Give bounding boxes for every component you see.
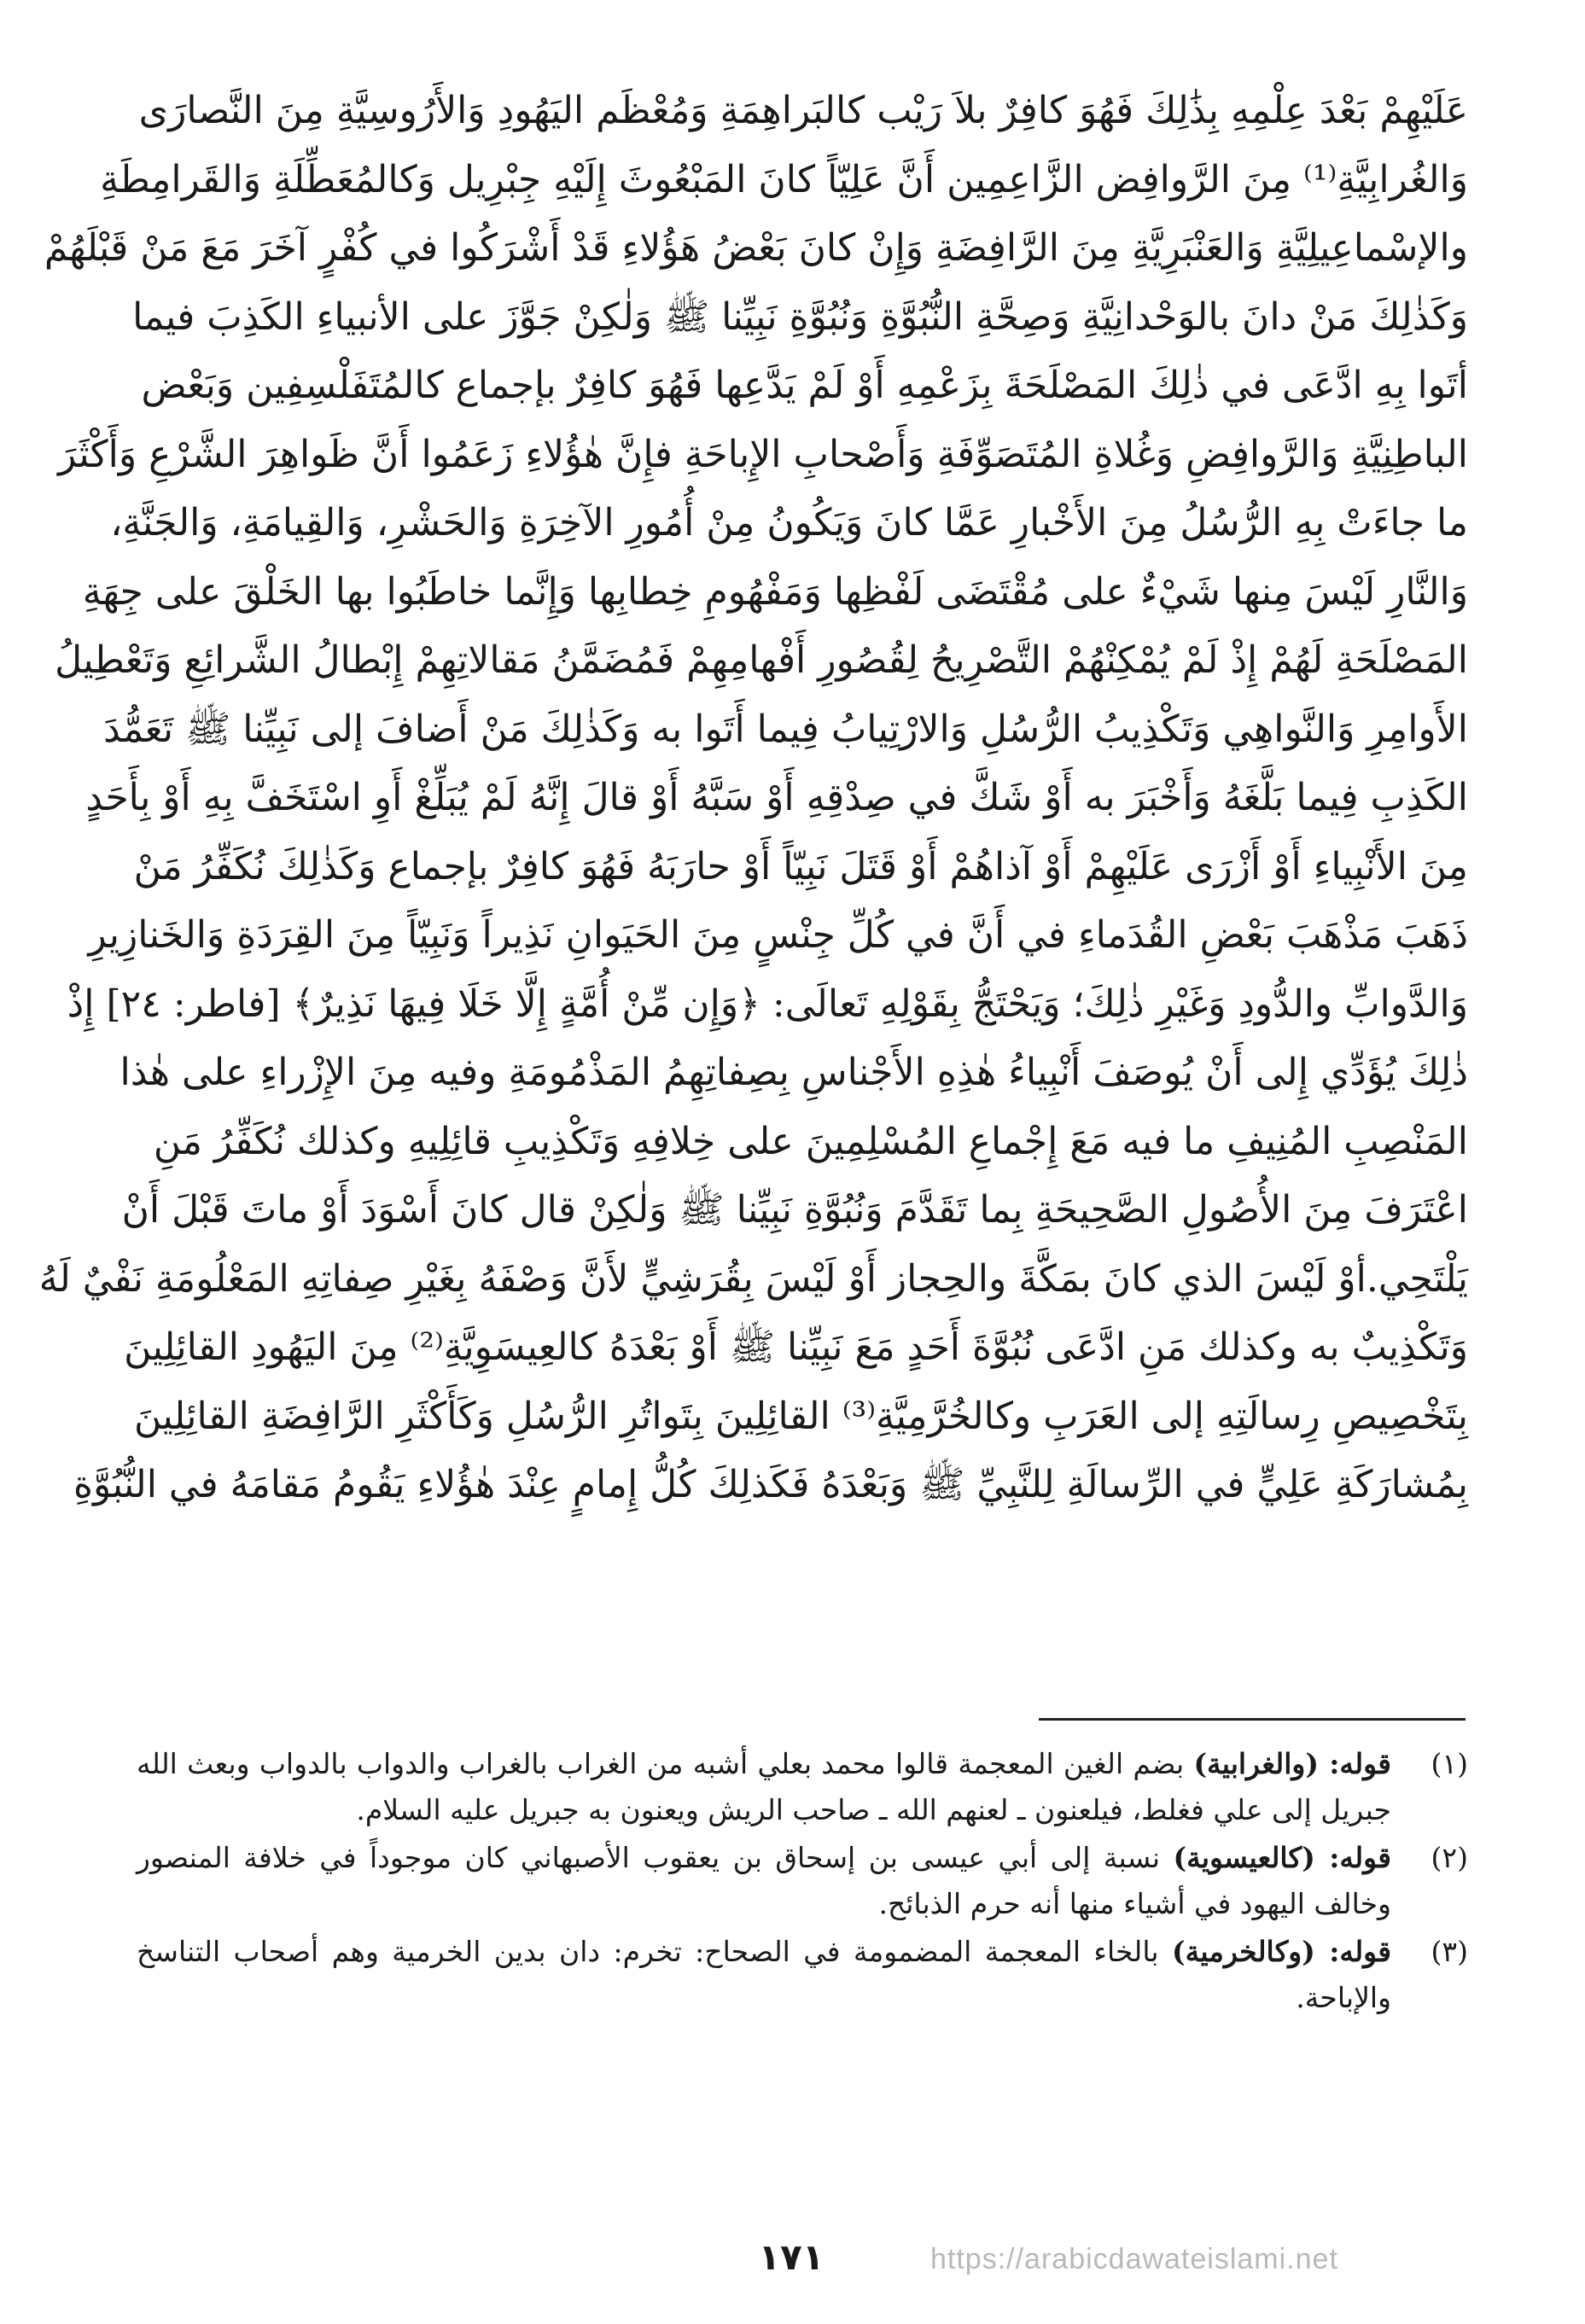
text-line: أتَوا بِهِ ادَّعَى في ذٰلِكَ المَصْلَحَةَ بِزَعْمِهِ أَوْ لَمْ يَدَّعِها فَهُوَ كافِرٌ بإجماع كالمُتَفَلْسِفِين وَبَعْض [141,364,1468,407]
text-line: ما جاءَتْ بِهِ الرُّسُلُ مِنَ الأَخْبارِ عَمَّا كانَ وَيَكُونُ مِنْ أُمُورِ الآخِرَةِ وَالحَشْرِ، وَالقِيامَةِ، وَالجَنَّةِ، [110,501,1468,545]
text-line: الأَوامِرِ وَالنَّواهِي وَتَكْذِيبُ الرُّسُلِ وَالارْتِيابُ فِيما أَتَوا به وَكَذٰلِكَ مَنْ أَضافَ إلى نَبِيِّنا ﷺ تَعَمُّدَ [103,707,1468,751]
text-line: ذَهَبَ مَذْهَبَ بَعْضِ القُدَماءِ في أَنَّ في كُلِّ جِنْسٍ مِنَ الحَيَوانِ نَذِيراً وَنَبِيّاً مِنَ القِرَدَةِ وَالخَنازِيرِ [88,913,1468,957]
text-line: المَنْصِبِ المُنِيفِ ما فيه مَعَ إِجْماعِ المُسْلِمِينَ على خِلافِهِ وَتَكْذِيبِ قائِلِيهِ وكذلك نُكَفِّرُ مَنِ [153,1119,1468,1163]
footnote-text: بضم الغين المعجمة قالوا محمد بعلي أشبه من الغراب بالغراب والدواب بالدواب وبعث الله جبريل إلى علي فغلط، فيلعنون ـ لعنهم الله ـ صاحب الريش ويعنون به جبريل عليه السلام. [137,1747,1391,1826]
text-line: الباطِنِيَّةِ وَالرَّوافِضِ وَغُلاةِ المُتَصَوِّفَةِ وَأَصْحابِ الإِباحَةِ فإِنَّ هٰؤُلاءِ زَعَمُوا أَنَّ ظَواهِرَ الشَّرْعِ وَأَكْثَرَ [58,432,1468,476]
body-text [38,77,1468,1520]
footnote-separator [1039,1718,1466,1721]
text-line: عَلَيْهِمْ بَعْدَ عِلْمِهِ بِذَٰلِكَ فَهُوَ كافِرٌ بلاَ رَيْب كالبَراهِمَةِ وَمُعْظَم اليَهُودِ وَالأَرُوسِيَّةِ مِنَ النَّصارَى [138,89,1468,132]
footnote-2 [137,1835,1468,1927]
text-line: وَالغُرابِيَّةِ⁽¹⁾ مِنَ الرَّوافِض الزَّاعِمِين أَنَّ عَلِيّاً كانَ المَبْعُوثَ إِلَيْهِ جِبْرِيل وَكالمُعَطِّلَةِ وَالقَرامِطَةِ [100,157,1468,201]
text-line: وَالدَّوابِّ والدُّودِ وَغَيْرِ ذٰلِكَ؛ وَيَحْتَجُّ بِقَوْلِهِ تَعالَى: ﴿وَإِن مِّنْ أُمَّةٍ إِلَّا خَلَا فِيهَا نَذِيرٌ﴾ [فاطر: ٢٤] إِذْ [67,981,1468,1026]
text-line: المَصْلَحَةِ لَهُمْ إِذْ لَمْ يُمْكِنْهُمْ التَّصْرِيحُ لِقُصُورِ أَفْهامِهِمْ فَمُضَمَّنُ مَقالاتِهِمْ إِبْطالُ الشَّرائِعِ وَتَعْطِيلُ [55,638,1468,682]
footnote-number: (٢) [1431,1841,1468,1874]
footnote-body [137,1835,1391,1927]
page-number: ١٧١ [758,2236,825,2278]
text-line: وَالنَّارِ لَيْسَ مِنها شَيْءٌ على مُقْتَضَى لَفْظِها وَمَفْهُومِ خِطابِها وَإِنَّما خاطَبُوا بها الخَلْقَ على جِهَةِ [82,569,1468,614]
footnote-term: قوله: (وكالخرمية) [1172,1935,1391,1968]
text-line: مِنَ الأَنْبِياءِ أَوْ أَزْرَى عَلَيْهِمْ أَوْ آذاهُمْ أَوْ قَتَلَ نَبِيّاً أَوْ حارَبَهُ فَهُوَ كافِرٌ بإجماع وَكَذٰلِكَ نُكَفِّرُ مَنْ [133,844,1468,888]
footnote-number: (٣) [1431,1935,1468,1968]
text-line: بِتَخْصِيصِ رِسالَتِهِ إلى العَرَبِ وكالخُرَّمِيَّةِ⁽³⁾ القائِلِينَ بِتَواتُرِ الرُّسُلِ وَكَأَكْثَرِ الرَّافِضَةِ القائِلِينَ [133,1394,1468,1438]
text-line: الكَذِبِ فِيما بَلَّغَهُ وَأَخْبَرَ به أَوْ شَكَّ في صِدْقِهِ أَوْ سَبَّهُ أَوْ قالَ إِنَّهُ لَمْ يُبَلِّغْ أَوِ اسْتَخَفَّ بِهِ أَوْ بِأَحَدٍ [85,776,1468,819]
footnote-text: بالخاء المعجمة المضمومة في الصحاح: تخرم: دان بدين الخرمية وهم أصحاب التناسخ والإباحة. [137,1935,1391,2014]
text-line: والإسْماعِيلِيَّةِ وَالعَنْبَرِيَّةِ مِنَ الرَّافِضَةِ وَإِنْ كانَ بَعْضُ هَؤُلاءِ قَدْ أَشْرَكُوا في كُفْرٍ آخَرَ مَعَ مَنْ قَبْلَهُمْ [44,226,1468,270]
footnote-term: قوله: (كالعيسوية) [1173,1841,1391,1874]
footnote-body [137,1929,1391,2021]
text-line: وَكَذٰلِكَ مَنْ دانَ بالوَحْدانِيَّةِ وَصِحَّةِ النُّبُوَّةِ وَنُبُوَّةِ نَبِيِّنا ﷺ وَلٰكِنْ جَوَّزَ على الأنبياءِ الكَذِبَ فيما [132,294,1468,339]
text-line: بِمُشارَكَةِ عَلِيٍّ في الرِّسالَةِ لِلنَّبِيِّ ﷺ وَبَعْدَهُ فَكَذلِكَ كُلُّ إِمامٍ عِنْدَ هٰؤُلاءِ يَقُومُ مَقامَهُ في النُّبُوَّةِ [73,1463,1468,1506]
footnote-term: قوله: (والغرابية) [1193,1747,1391,1780]
watermark-url: https://arabicdawateislami.net [930,2243,1338,2275]
footnote-number: (١) [1431,1747,1468,1780]
text-line: يَلْتَحِي.أوْ لَيْسَ الذي كانَ بمَكَّةَ والحِجاز أَوْ لَيْسَ بِقُرَشِيٍّ لأَنَّ وَصْفَهُ بِغَيْرِ صِفاتِهِ المَعْلُومَةِ نَفْيٌ لَهُ [38,1256,1468,1301]
text-line: وَتَكْذِيبٌ به وكذلك مَنِ ادَّعَى نُبُوَّةَ أَحَدٍ مَعَ نَبِيِّنا ﷺ أَوْ بَعْدَهُ كالعِيسَوِيَّةِ⁽²⁾ مِنَ اليَهُودِ القائِلِينَ [124,1325,1468,1369]
footnote-body [137,1741,1391,1833]
footnote-text: نسبة إلى أبي عيسى بن إسحاق بن يعقوب الأصبهاني كان موجوداً في خلافة المنصور وخالف اليهود في أشياء منها أنه حرم الذبائح. [137,1841,1391,1920]
text-line: ذٰلِكَ يُؤَدِّي إِلى أَنْ يُوصَفَ أَنْبِياءُ هٰذِهِ الأَجْناسِ بِصِفاتِهِمُ المَذْمُومَةِ وفيه مِنَ الإِزْراءِ على هٰذا [119,1051,1468,1094]
footnote-3 [137,1929,1468,2021]
footnotes [137,1741,1468,2023]
page-footer [0,2236,1585,2287]
footnote-1 [137,1741,1468,1833]
text-line: اعْتَرَفَ مِنَ الأُصُولِ الصَّحِيحَةِ بِما تَقَدَّمَ وَنُبُوَّةِ نَبِيِّنا ﷺ وَلٰكِنْ قال كانَ أَسْوَدَ أَوْ ماتَ قَبْلَ أَنْ [121,1188,1468,1232]
